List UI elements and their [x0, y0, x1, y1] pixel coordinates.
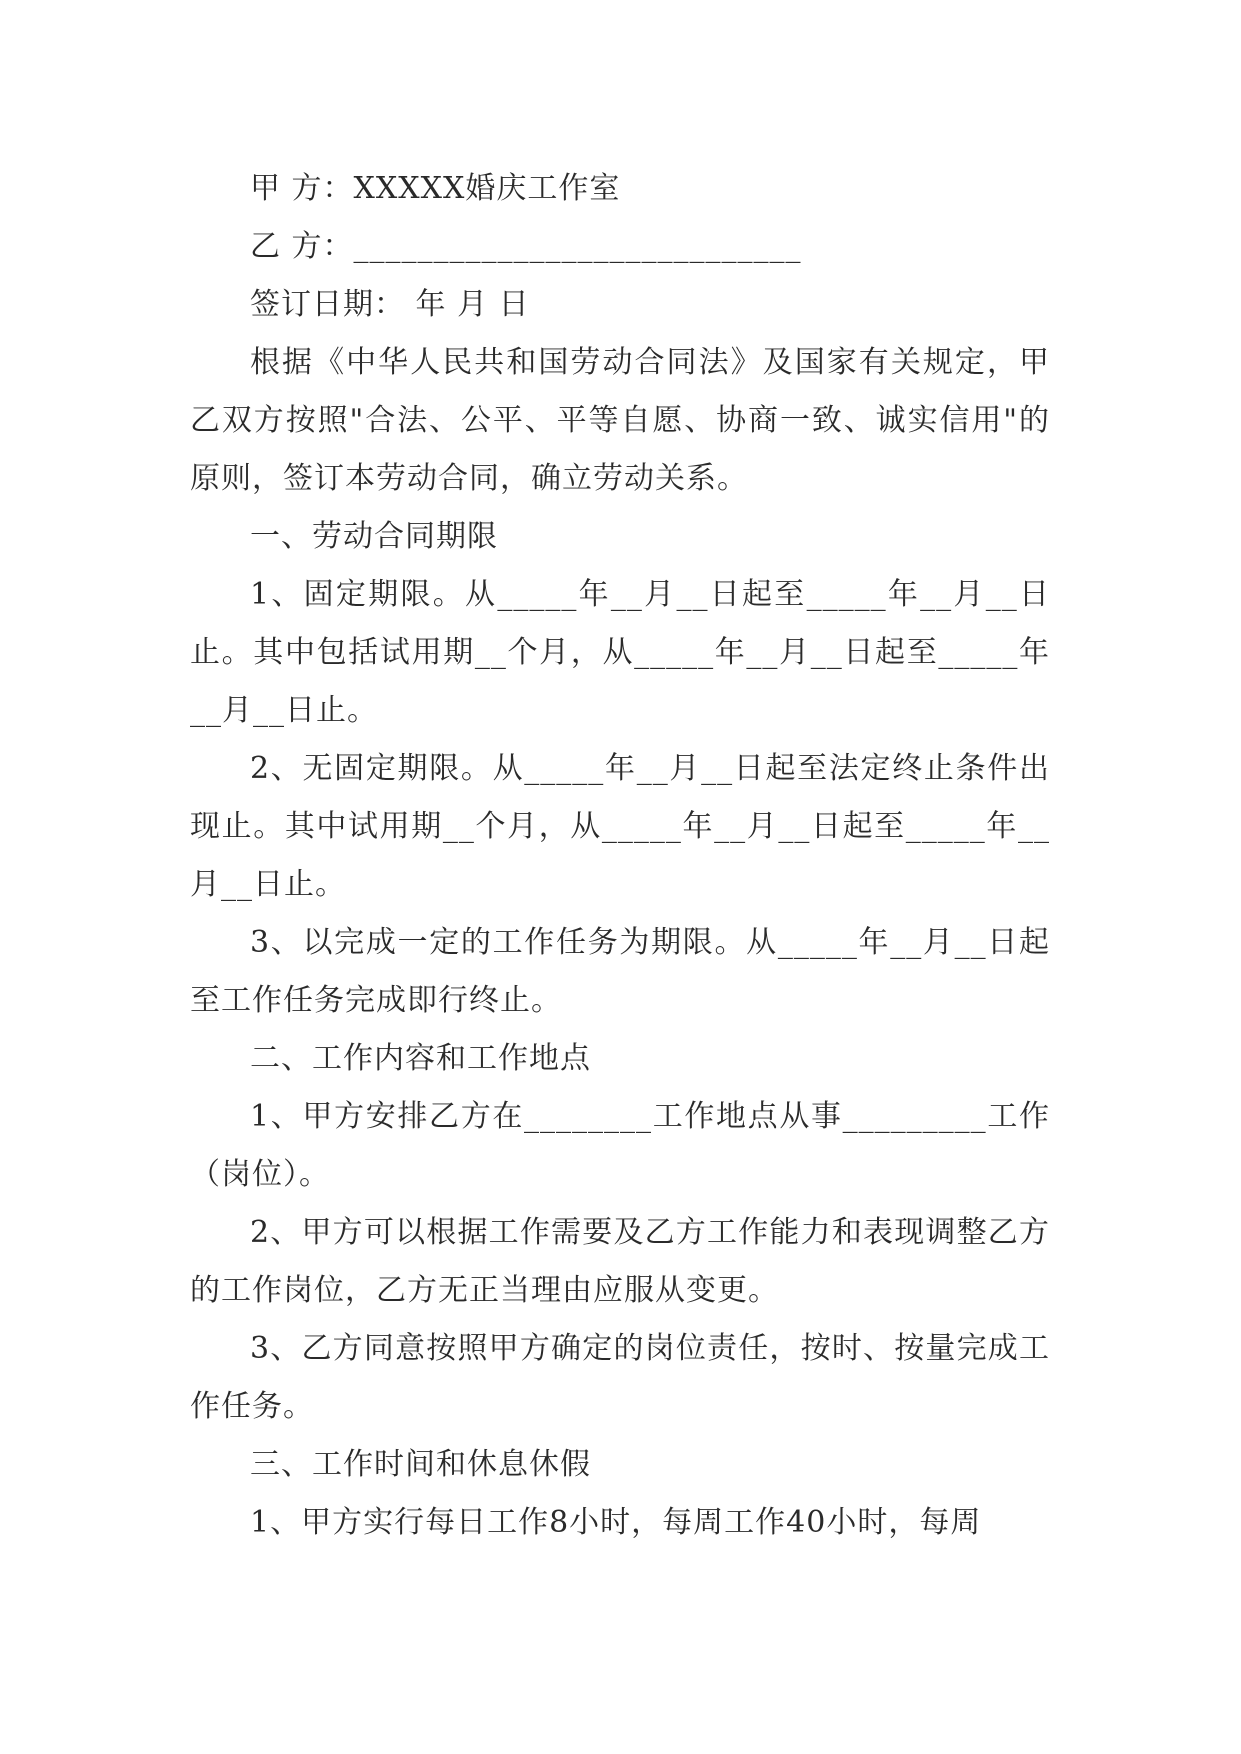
sign-date-line: 签订日期： 年 月 日	[250, 287, 530, 322]
clause-paragraph: 1、固定期限。从_____年__月__日起至_____年__月__日止。其中包括试用期__个月，从_____年__月__日起至_____年__月__日止。	[190, 577, 1050, 728]
party-a-line: 甲 方：XXXXX婚庆工作室	[250, 171, 621, 206]
clause-paragraph: 2、甲方可以根据工作需要及乙方工作能力和表现调整乙方的工作岗位，乙方无正当理由应服从变更。	[190, 1215, 1050, 1308]
clause-paragraph: 3、乙方同意按照甲方确定的岗位责任，按时、按量完成工作任务。	[190, 1331, 1050, 1424]
section-heading: 三、工作时间和休息休假	[250, 1447, 591, 1482]
clause-paragraph: 3、以完成一定的工作任务为期限。从_____年__月__日起至工作任务完成即行终止。	[190, 925, 1050, 1018]
party-b-line: 乙 方：____________________________	[250, 229, 802, 264]
clause-paragraph: 2、无固定期限。从_____年__月__日起至法定终止条件出现止。其中试用期__个月，从_____年__月__日起至_____年__月__日止。	[190, 751, 1050, 902]
intro-paragraph: 根据《中华人民共和国劳动合同法》及国家有关规定，甲乙双方按照"合法、公平、平等自愿、协商一致、诚实信用"的原则，签订本劳动合同，确立劳动关系。	[190, 345, 1050, 496]
section-heading: 一、劳动合同期限	[250, 519, 498, 554]
clause-paragraph: 1、甲方安排乙方在________工作地点从事_________工作（岗位）。	[190, 1099, 1050, 1192]
document-body	[190, 160, 1050, 1552]
clause-paragraph: 1、甲方实行每日工作8小时，每周工作40小时，每周	[250, 1505, 982, 1540]
section-heading: 二、工作内容和工作地点	[250, 1041, 591, 1076]
